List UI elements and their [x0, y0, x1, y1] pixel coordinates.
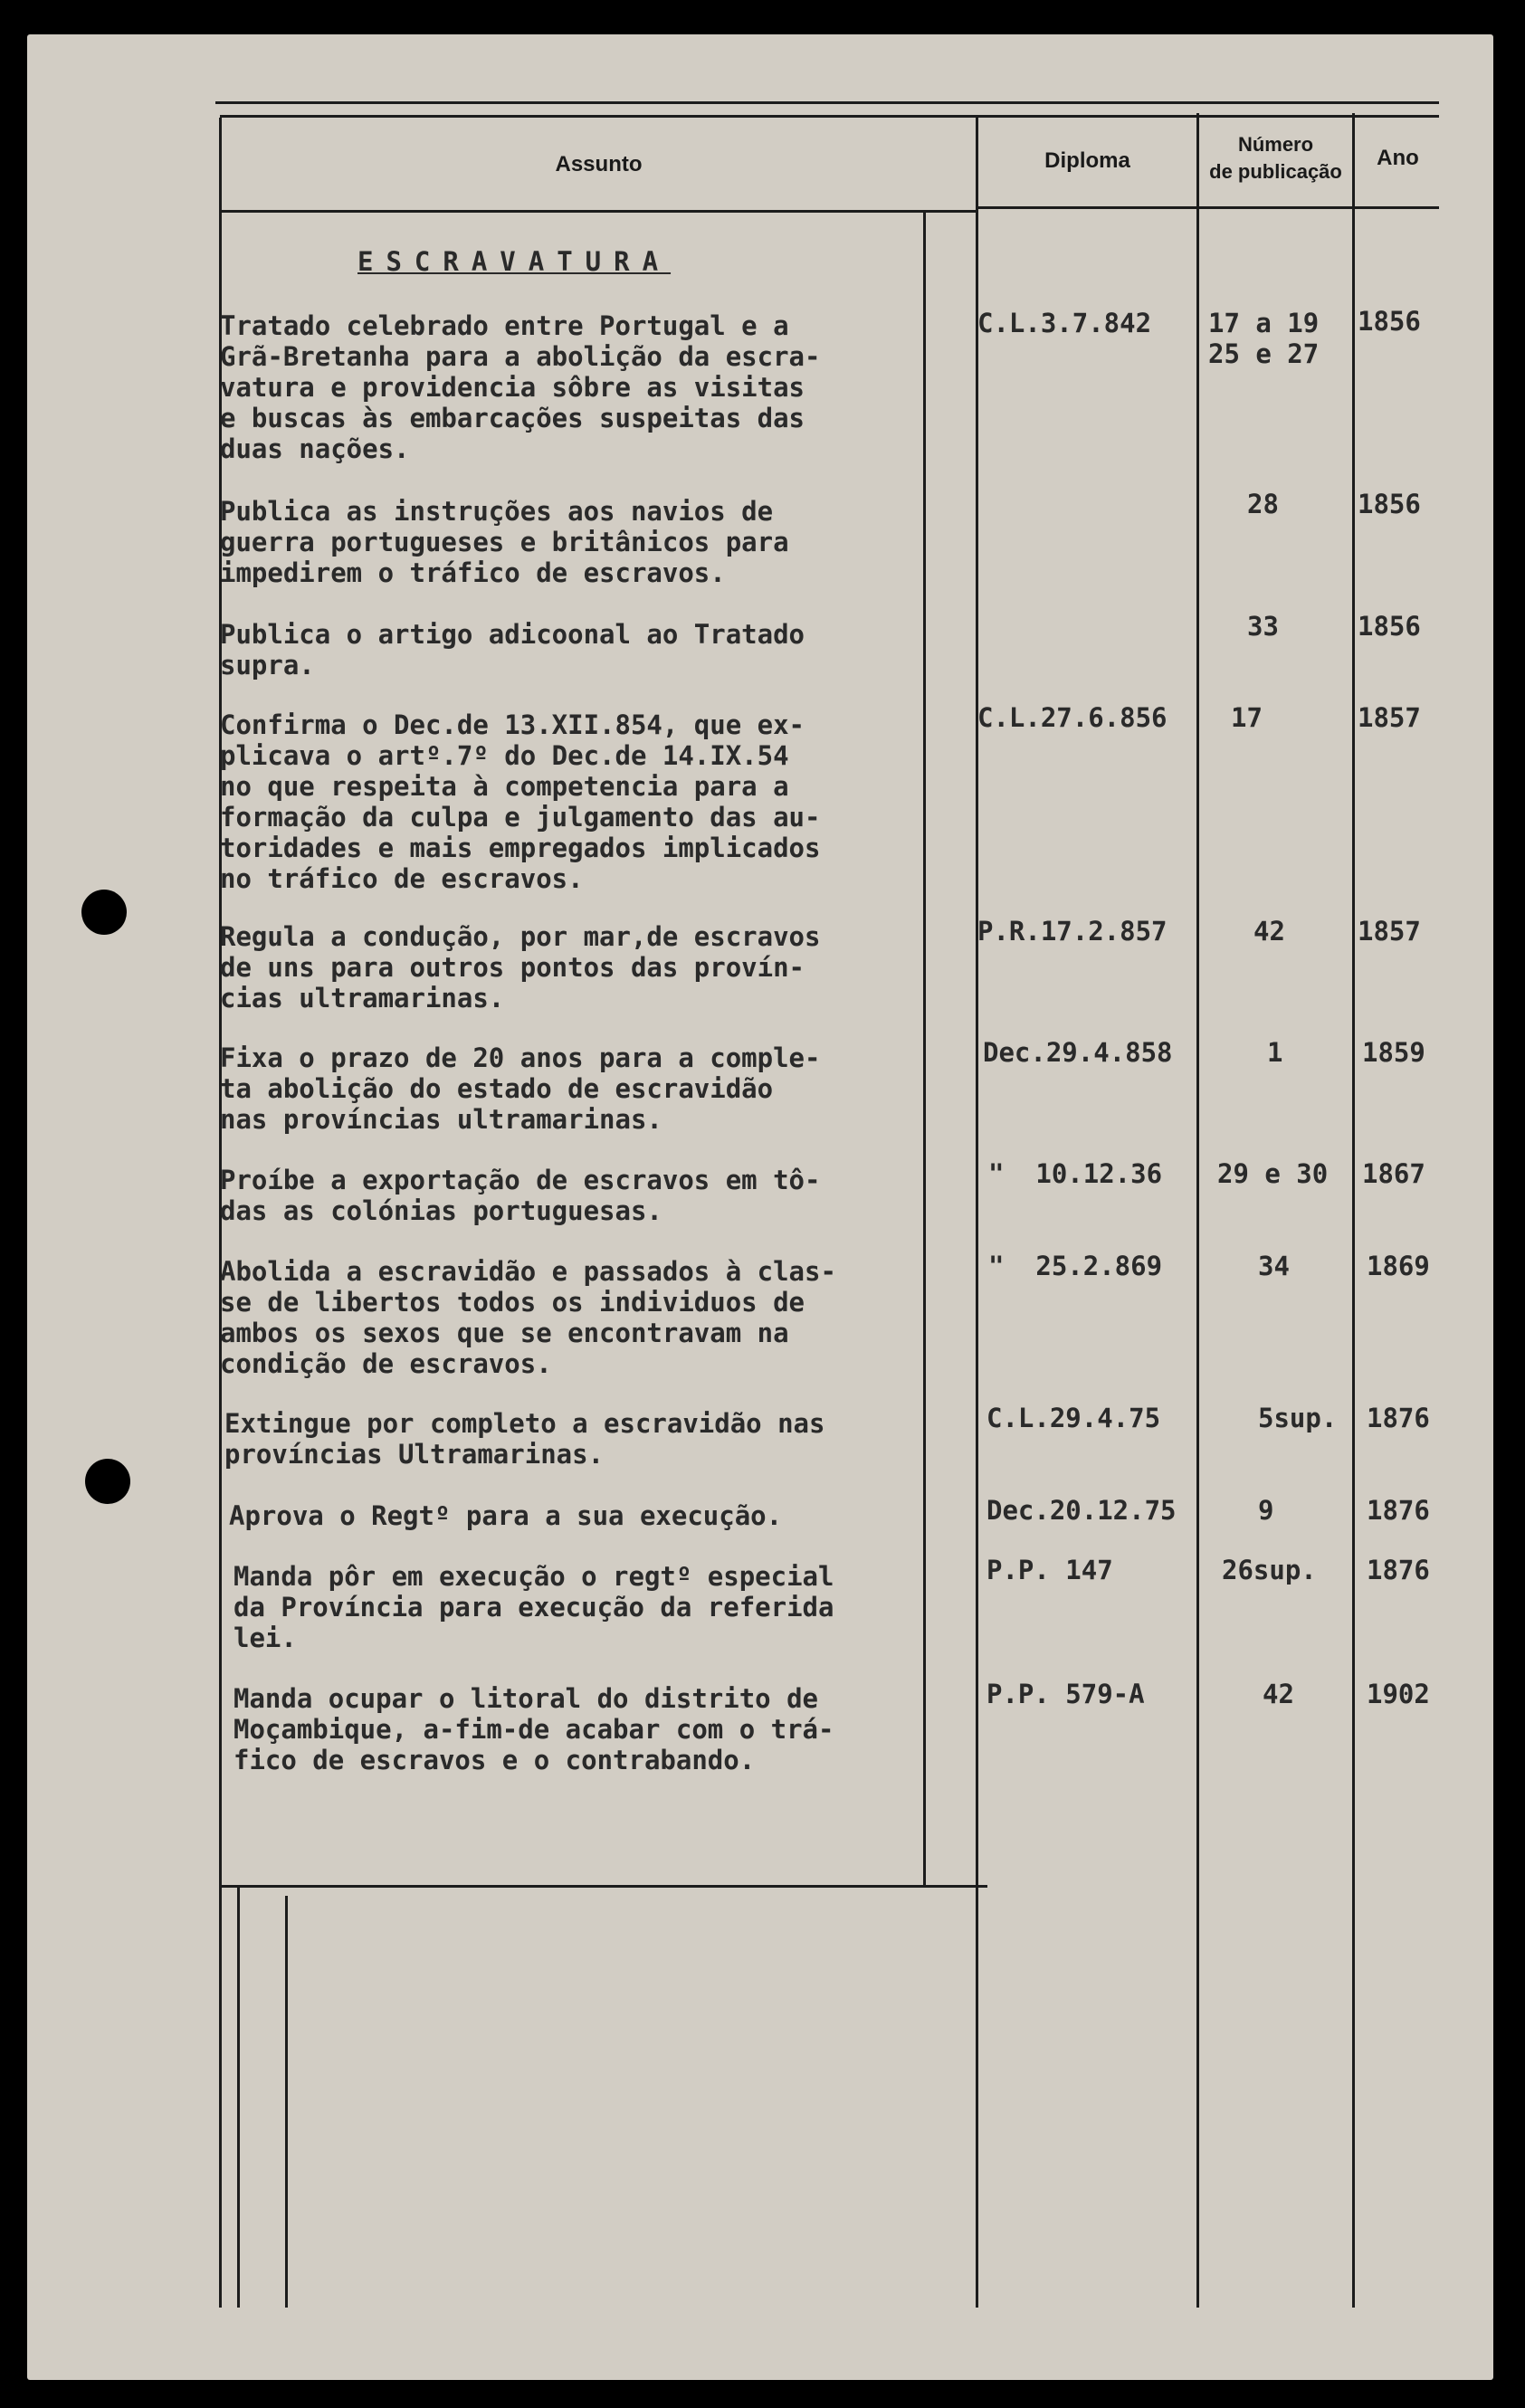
row-numero: 17 a 19 25 e 27: [1208, 308, 1320, 369]
row-diploma: P.R.17.2.857: [977, 916, 1168, 947]
row-ano: 1857: [1358, 702, 1421, 733]
row-diploma: P.P. 579-A: [986, 1679, 1145, 1709]
row-ano: 1902: [1367, 1679, 1430, 1709]
row-ano: 1857: [1358, 916, 1421, 947]
row-assunto: Fixa o prazo de 20 anos para a comple- ta abolição do estado de escravidão nas províncias ultramarinas.: [220, 1042, 821, 1135]
row-assunto: Regula a condução, por mar,de escravos de uns para outros pontos das provín- cias ultramarinas.: [220, 921, 821, 1014]
row-ano: 1876: [1367, 1555, 1430, 1585]
column-header-numero: Número de publicação: [1209, 133, 1342, 183]
row-ano: 1856: [1358, 489, 1421, 519]
row-assunto: Aprova o Regtº para a sua execução.: [229, 1500, 783, 1531]
column-header-assunto: Assunto: [555, 152, 643, 176]
column-header-diploma: Diploma: [1044, 148, 1130, 173]
row-assunto: Manda ocupar o litoral do distrito de Moçambique, a-fim-de acabar com o trá- fico de escravos e o contrabando.: [234, 1683, 834, 1775]
row-assunto: Confirma o Dec.de 13.XII.854, que ex- plicava o artº.7º do Dec.de 14.IX.54 no que respeita à competencia para a formação da culpa e julgamento das au- toridades e mais empregados implicados no tráfico de escravos.: [220, 709, 821, 894]
row-numero: 33: [1247, 611, 1279, 642]
row-numero: 28: [1247, 489, 1279, 519]
punch-hole-upper: [81, 890, 127, 935]
row-diploma: " 10.12.36: [988, 1158, 1163, 1189]
row-diploma: C.L.27.6.856: [977, 702, 1168, 733]
row-diploma: " 25.2.869: [988, 1251, 1163, 1281]
row-ano: 1867: [1362, 1158, 1425, 1189]
row-ano: 1859: [1362, 1037, 1425, 1068]
row-assunto: Manda pôr em execução o regtº especial da Província para execução da referida lei.: [234, 1561, 834, 1653]
row-numero: 42: [1253, 916, 1285, 947]
row-numero: 29 e 30: [1217, 1158, 1329, 1189]
row-diploma: P.P. 147: [986, 1555, 1113, 1585]
row-ano: 1856: [1358, 611, 1421, 642]
row-diploma: Dec.20.12.75: [986, 1495, 1177, 1526]
row-ano: 1876: [1367, 1403, 1430, 1433]
section-title: ESCRAVATURA: [357, 246, 672, 277]
row-numero: 5sup.: [1258, 1403, 1338, 1433]
row-assunto: Publica o artigo adicoonal ao Tratado supra.: [220, 619, 805, 681]
row-numero: 42: [1263, 1679, 1294, 1709]
row-diploma: Dec.29.4.858: [983, 1037, 1173, 1068]
row-ano: 1869: [1367, 1251, 1430, 1281]
row-numero: 1: [1267, 1037, 1283, 1068]
row-assunto: Tratado celebrado entre Portugal e a Grã-Bretanha para a abolição da escra- vatura e providencia sôbre as visitas e buscas às embarcações suspeitas das duas nações.: [220, 310, 821, 464]
row-ano: 1856: [1358, 306, 1421, 337]
row-assunto: Extingue por completo a escravidão nas províncias Ultramarinas.: [224, 1408, 825, 1470]
row-diploma: C.L.3.7.842: [977, 308, 1152, 338]
row-ano: 1876: [1367, 1495, 1430, 1526]
row-assunto: Proíbe a exportação de escravos em tô- das as colónias portuguesas.: [220, 1165, 821, 1226]
column-header-ano: Ano: [1377, 146, 1419, 170]
row-numero: 17: [1231, 702, 1263, 733]
punch-hole-lower: [85, 1459, 130, 1504]
row-assunto: Publica as instruções aos navios de guerra portugueses e britânicos para impedirem o tráfico de escravos.: [220, 496, 789, 588]
row-assunto: Abolida a escravidão e passados à clas- se de libertos todos os individuos de ambos os sexos que se encontravam na condição de escravos.: [220, 1256, 836, 1379]
row-numero: 26sup.: [1222, 1555, 1317, 1585]
row-numero: 9: [1258, 1495, 1274, 1526]
row-numero: 34: [1258, 1251, 1290, 1281]
row-diploma: C.L.29.4.75: [986, 1403, 1161, 1433]
